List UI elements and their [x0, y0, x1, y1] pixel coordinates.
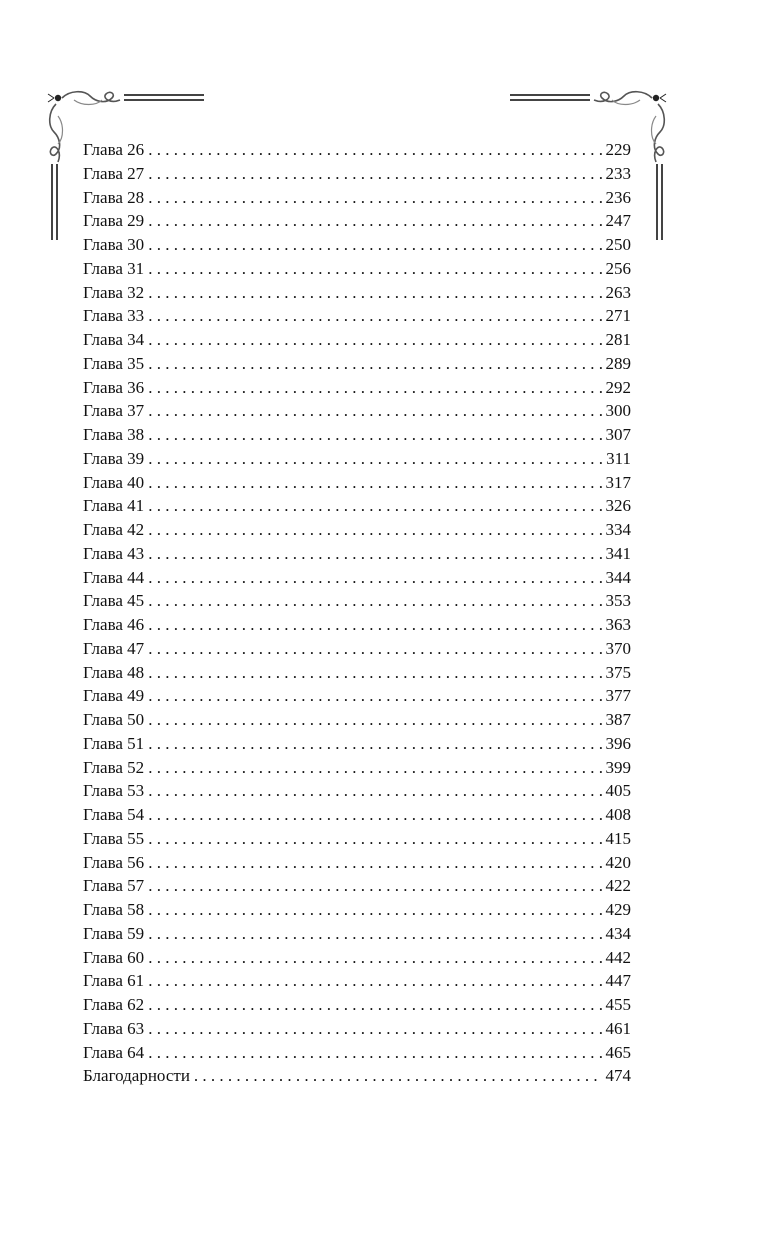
dot-leader [148, 1017, 601, 1041]
toc-entry[interactable] [83, 661, 631, 685]
toc-entry-title: Глава 41 [83, 496, 145, 516]
toc-entry[interactable] [83, 304, 631, 328]
toc-entry[interactable] [83, 756, 631, 780]
toc-entry[interactable] [83, 281, 631, 305]
toc-entry-page: 250 [605, 235, 631, 254]
toc-entry[interactable] [83, 542, 631, 566]
toc-entry-page: 344 [605, 567, 631, 587]
toc-entry-title: Глава 33 [83, 306, 145, 326]
dot-leader [148, 304, 601, 328]
toc-entry-title: Глава 39 [83, 448, 145, 468]
toc-entry-title: Глава 59 [83, 923, 145, 943]
toc-entry[interactable] [83, 447, 631, 471]
toc-entry-page: 399 [605, 757, 631, 777]
toc-entry-page: 396 [605, 733, 631, 753]
toc-entry-title: Глава 63 [83, 1018, 145, 1038]
dot-leader [148, 233, 601, 257]
dot-leader [148, 661, 601, 685]
toc-entry-page: 263 [605, 282, 631, 302]
toc-entry[interactable] [83, 589, 631, 613]
toc-entry[interactable] [83, 376, 631, 400]
toc-entry-title: Глава 58 [83, 900, 145, 919]
toc-entry-page: 447 [605, 971, 631, 991]
toc-entry-page: 281 [605, 330, 631, 349]
toc-entry[interactable] [83, 328, 631, 352]
toc-entry-title: Глава 57 [83, 876, 145, 896]
toc-entry-title: Глава 38 [83, 425, 145, 444]
toc-entry[interactable] [83, 566, 631, 590]
toc-entry[interactable] [83, 946, 631, 970]
dot-leader [148, 827, 601, 851]
toc-entry-page: 271 [605, 306, 631, 326]
toc-entry-page: 387 [605, 710, 631, 729]
toc-entry-title: Глава 49 [83, 686, 145, 706]
toc-entry-page: 341 [605, 543, 631, 563]
dot-leader [148, 851, 601, 875]
table-of-contents [83, 138, 631, 1088]
toc-entry[interactable] [83, 471, 631, 495]
toc-entry-title: Благодарности [83, 1066, 190, 1086]
toc-entry-page: 442 [605, 947, 631, 967]
toc-entry-page: 311 [606, 448, 631, 468]
toc-entry-title: Глава 37 [83, 401, 145, 421]
toc-entry-page: 422 [605, 876, 631, 896]
dot-leader [148, 803, 601, 827]
toc-entry[interactable] [83, 851, 631, 875]
toc-entry-title: Глава 51 [83, 733, 145, 753]
toc-entry[interactable] [83, 874, 631, 898]
toc-entry-page: 247 [605, 211, 631, 231]
dot-leader [148, 138, 601, 162]
toc-entry[interactable] [83, 162, 631, 186]
toc-entry-page: 233 [605, 163, 631, 183]
toc-entry-title: Глава 43 [83, 543, 145, 563]
toc-entry-page: 465 [605, 1042, 631, 1062]
toc-entry-page: 429 [605, 900, 631, 919]
toc-entry-page: 317 [605, 472, 631, 492]
toc-entry[interactable] [83, 138, 631, 162]
toc-entry-title: Глава 46 [83, 615, 145, 634]
dot-leader [148, 447, 602, 471]
toc-entry-title: Глава 60 [83, 947, 145, 967]
dot-leader [148, 969, 601, 993]
toc-entry-title: Глава 26 [83, 140, 145, 159]
toc-entry[interactable] [83, 494, 631, 518]
dot-leader [148, 993, 601, 1017]
toc-entry-page: 326 [605, 496, 631, 516]
toc-entry[interactable] [83, 423, 631, 447]
toc-entry-page: 363 [605, 615, 631, 634]
toc-entry-title: Глава 36 [83, 377, 145, 397]
dot-leader [148, 328, 601, 352]
dot-leader [148, 352, 601, 376]
toc-entry-title: Глава 29 [83, 211, 145, 231]
toc-entry[interactable] [83, 233, 631, 257]
toc-entry-page: 420 [605, 852, 631, 872]
toc-entry-page: 236 [605, 187, 631, 207]
toc-entry[interactable] [83, 399, 631, 423]
toc-entry-page: 289 [605, 353, 631, 373]
dot-leader [148, 874, 601, 898]
toc-entry[interactable] [83, 257, 631, 281]
toc-entry-title: Глава 48 [83, 662, 145, 682]
toc-entry-page: 292 [605, 377, 631, 397]
dot-leader [148, 898, 601, 922]
dot-leader [148, 779, 601, 803]
toc-entry-title: Глава 31 [83, 258, 145, 278]
toc-entry[interactable] [83, 684, 631, 708]
toc-entry-title: Глава 62 [83, 995, 145, 1014]
toc-entry[interactable] [83, 993, 631, 1017]
toc-entry-page: 408 [605, 805, 631, 824]
toc-entry[interactable] [83, 708, 631, 732]
toc-entry-page: 229 [605, 140, 631, 159]
dot-leader [148, 257, 601, 281]
toc-entry-page: 377 [605, 686, 631, 706]
dot-leader [148, 494, 601, 518]
toc-entry-title: Глава 47 [83, 638, 145, 658]
toc-entry-page: 415 [605, 828, 631, 848]
toc-entry[interactable] [83, 1017, 631, 1041]
toc-entry[interactable] [83, 922, 631, 946]
dot-leader [148, 684, 601, 708]
toc-entry-title: Глава 35 [83, 353, 145, 373]
toc-entry-title: Глава 53 [83, 781, 145, 801]
toc-entry-page: 375 [605, 662, 631, 682]
toc-entry-page: 307 [605, 425, 631, 444]
toc-entry-page: 434 [605, 923, 631, 943]
dot-leader [148, 399, 601, 423]
dot-leader [148, 281, 601, 305]
toc-entry-page: 334 [605, 520, 631, 539]
toc-entry[interactable] [83, 803, 631, 827]
toc-entry-title: Глава 55 [83, 828, 145, 848]
dot-leader [148, 732, 601, 756]
dot-leader [148, 1041, 601, 1065]
dot-leader [148, 946, 601, 970]
toc-entry-title: Глава 44 [83, 567, 145, 587]
toc-entry[interactable] [83, 827, 631, 851]
dot-leader [148, 518, 601, 542]
toc-entry-title: Глава 54 [83, 805, 145, 824]
toc-entry-title: Глава 27 [83, 163, 145, 183]
dot-leader [148, 471, 601, 495]
toc-entry-title: Глава 45 [83, 591, 145, 611]
toc-entry[interactable] [83, 732, 631, 756]
toc-entry-title: Глава 52 [83, 757, 145, 777]
dot-leader [148, 542, 601, 566]
toc-entry[interactable] [83, 969, 631, 993]
dot-leader [148, 566, 601, 590]
dot-leader [148, 209, 601, 233]
toc-entry-page: 474 [605, 1066, 631, 1086]
toc-entry[interactable] [83, 352, 631, 376]
dot-leader [148, 186, 601, 210]
toc-entry[interactable] [83, 209, 631, 233]
dot-leader [148, 376, 601, 400]
toc-entry-page: 461 [605, 1018, 631, 1038]
toc-entry-page: 405 [605, 781, 631, 801]
toc-entry-page: 256 [605, 258, 631, 278]
toc-entry[interactable] [83, 186, 631, 210]
dot-leader [148, 922, 601, 946]
dot-leader [148, 423, 601, 447]
toc-entry-title: Глава 64 [83, 1042, 145, 1062]
toc-entry-title: Глава 50 [83, 710, 145, 729]
toc-entry-title: Глава 34 [83, 330, 145, 349]
toc-entry-title: Глава 32 [83, 282, 145, 302]
dot-leader [148, 637, 601, 661]
dot-leader [148, 613, 601, 637]
dot-leader [148, 708, 601, 732]
toc-entry-title: Глава 56 [83, 852, 145, 872]
toc-entry[interactable] [83, 1041, 631, 1065]
dot-leader [148, 756, 601, 780]
dot-leader [148, 589, 601, 613]
toc-entry-page: 353 [605, 591, 631, 611]
toc-entry[interactable] [83, 779, 631, 803]
dot-leader [148, 162, 601, 186]
toc-entry-title: Глава 30 [83, 235, 145, 254]
toc-entry-page: 370 [605, 638, 631, 658]
toc-entry-page: 455 [605, 995, 631, 1014]
toc-entry[interactable] [83, 637, 631, 661]
toc-entry-title: Глава 61 [83, 971, 145, 991]
toc-entry-title: Глава 40 [83, 472, 145, 492]
toc-entry-title: Глава 28 [83, 187, 145, 207]
toc-entry[interactable] [83, 898, 631, 922]
toc-entry[interactable] [83, 518, 631, 542]
toc-entry[interactable] [83, 1064, 631, 1088]
dot-leader [194, 1064, 602, 1088]
toc-entry-title: Глава 42 [83, 520, 145, 539]
toc-entry-page: 300 [605, 401, 631, 421]
toc-entry[interactable] [83, 613, 631, 637]
